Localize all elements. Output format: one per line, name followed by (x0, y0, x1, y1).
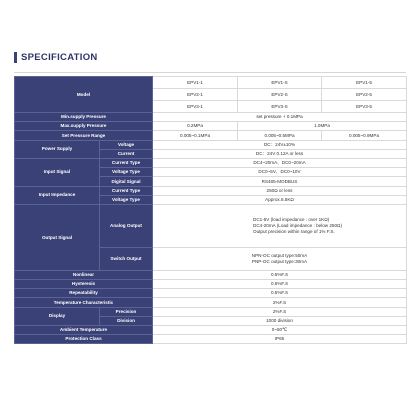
model-cell: EPV3-1 (153, 101, 238, 113)
row-label-set-range: Set Pressure Range (15, 131, 153, 140)
table-row (15, 77, 407, 89)
input-digital-signal-value: RS485-MODBUS (153, 177, 407, 186)
repeatability-value: 0.5%F.S (153, 289, 407, 298)
model-cell: EPV3-5 (322, 101, 407, 113)
table-row (15, 204, 407, 247)
row-label-division: Division (100, 316, 153, 325)
protection-class-value: IP65 (153, 335, 407, 344)
table-row (15, 335, 407, 344)
table-row (15, 326, 407, 335)
row-label-model: Model (15, 77, 153, 113)
switch-output-value (153, 247, 407, 270)
impedance-current-type-value: 250Ω or less (153, 186, 407, 195)
row-label-voltage-type: Voltage Type (100, 195, 153, 204)
table-row (15, 186, 407, 195)
table-row (15, 298, 407, 307)
max-supply-value: 1.0MPa (238, 122, 407, 131)
input-voltage-type-value: DC0~5V、DC0~10V (153, 168, 407, 177)
temperature-value: 2%F.S (153, 298, 407, 307)
min-supply-value: set pressure + 0.1MPa (153, 113, 407, 122)
hysteresis-value: 0.5%F.S (153, 280, 407, 289)
input-current-type-value: DC4~20mA、DC0~20mA (153, 158, 407, 167)
impedance-voltage-type-value: Approx.6.5KΩ (153, 195, 407, 204)
group-label-display: Display (15, 307, 100, 325)
table-row (15, 140, 407, 149)
power-voltage-value: DC：24V±10% (153, 140, 407, 149)
table-row (15, 122, 407, 131)
set-range-value: 0.005~0.1MPa (153, 131, 238, 140)
table-row (15, 289, 407, 298)
row-label-voltage: Voltage (100, 140, 153, 149)
switch-output-line: PNP-OC output type:30mA (251, 258, 308, 264)
display-precision-value: 2%F.S (153, 307, 407, 316)
row-label-min-supply: Min.supply Pressure (15, 113, 153, 122)
nonlinear-value: 0.5%F.S (153, 270, 407, 279)
table-row (15, 158, 407, 167)
row-label-protection-class: Protection Class (15, 335, 153, 344)
analog-output-line: DC1-5V (load impedance : over 1KΩ) (253, 217, 330, 223)
power-current-value: DC：24V 0.12A or less (153, 149, 407, 158)
row-label-current-type: Current Type (100, 158, 153, 167)
row-label-switch-output: Switch Output (100, 247, 153, 270)
row-label-digital-signal: Digital Signal (100, 177, 153, 186)
row-label-voltage-type: Voltage Type (100, 168, 153, 177)
section-heading (14, 52, 98, 63)
row-label-analog-output: Analog Output (100, 204, 153, 247)
ambient-temperature-value: 0~50℃ (153, 326, 407, 335)
group-label-input-impedance: Input Impedance (15, 186, 100, 204)
row-label-repeatability: Repeatability (15, 289, 153, 298)
table-row (15, 113, 407, 122)
table-row (15, 307, 407, 316)
analog-output-value (153, 204, 407, 247)
heading-divider (14, 72, 406, 73)
heading-accent-bar (14, 52, 17, 63)
section-title: SPECIFICATION (21, 52, 98, 63)
table-row (15, 270, 407, 279)
group-label-input-signal: Input Signal (15, 158, 100, 186)
model-cell: EPV1-S (238, 77, 322, 89)
group-label-power-supply: Power Supply (15, 140, 100, 158)
model-cell: EPV1-1 (153, 77, 238, 89)
model-cell: EPV1-5 (322, 77, 407, 89)
row-label-current-type: Current Type (100, 186, 153, 195)
specification-table (14, 76, 407, 344)
table-row (15, 280, 407, 289)
row-label-nonlinear: Nonlinear (15, 270, 153, 279)
group-label-output-signal: Output Signal (15, 204, 100, 270)
switch-output-line: NPN-OC output type:50mA (251, 253, 308, 259)
row-label-temperature: Temperature Characteristic (15, 298, 153, 307)
model-cell: EPV2-S (238, 89, 322, 101)
max-supply-value: 0.2MPa (153, 122, 238, 131)
model-cell: EPV2-5 (322, 89, 407, 101)
row-label-max-supply: Max.supply Pressure (15, 122, 153, 131)
analog-output-line: DC4-20mA (Load impedance : below 250Ω) (253, 223, 342, 228)
model-cell: EPV3-S (238, 101, 322, 113)
analog-output-line: Output precision within range of 1% F.S. (253, 228, 335, 234)
row-label-ambient-temperature: Ambient Temperature (15, 326, 153, 335)
model-cell: EPV2-1 (153, 89, 238, 101)
set-range-value: 0.005~0.9MPa (322, 131, 407, 140)
row-label-hysteresis: Hysteresis (15, 280, 153, 289)
row-label-current: Current (100, 149, 153, 158)
row-label-precision: Precision (100, 307, 153, 316)
set-range-value: 0.005~0.5MPa (238, 131, 322, 140)
display-division-value: 1000 division (153, 316, 407, 325)
table-row (15, 131, 407, 140)
